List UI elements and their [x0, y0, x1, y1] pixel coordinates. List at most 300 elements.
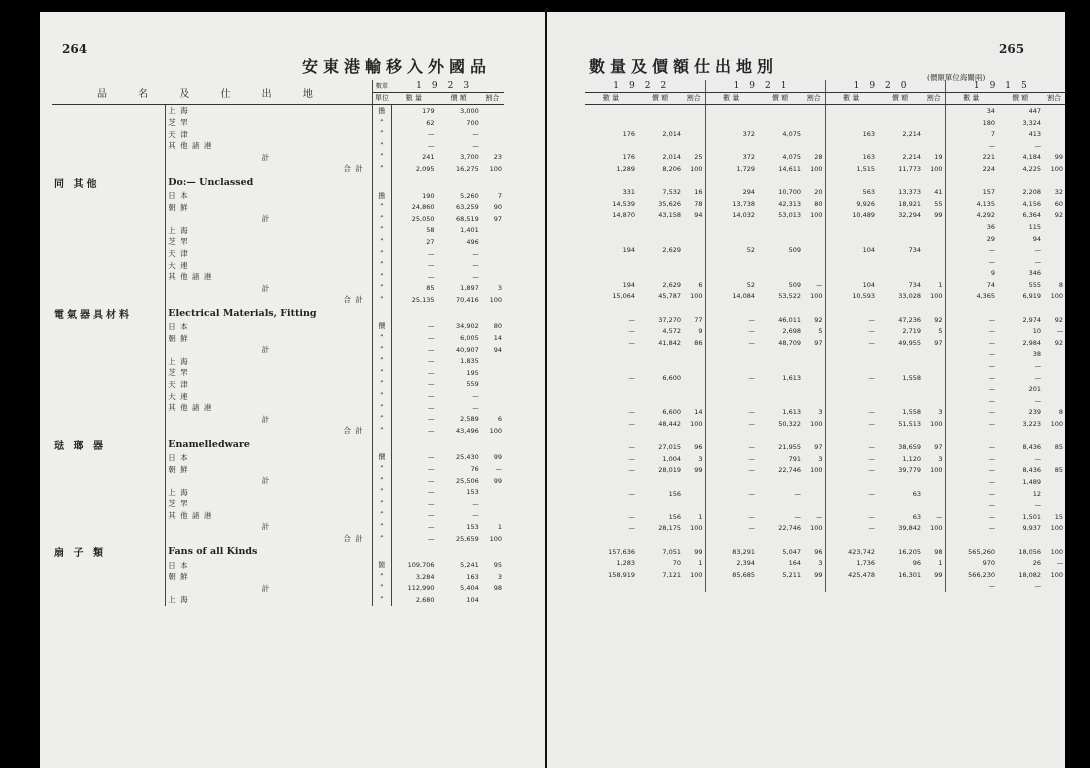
percent-cell — [1043, 488, 1065, 500]
value-cell: — — [1034, 362, 1042, 371]
percent-cell — [923, 233, 945, 245]
quantity-cell: — — [428, 357, 435, 366]
origin-label: 合 計 — [166, 163, 373, 175]
value-cell: 1,401 — [460, 226, 479, 235]
table-row — [52, 402, 504, 414]
percent-cell: 100 — [1050, 292, 1064, 301]
table-row — [52, 163, 504, 175]
category-label: 同 其他 — [52, 175, 166, 190]
quantity-cell: — — [825, 372, 877, 384]
value-cell: 2,214 — [902, 153, 922, 162]
table-row — [585, 581, 1065, 593]
unit-cell: ” — [372, 533, 391, 545]
quantity-cell: — — [945, 314, 997, 326]
table-row — [52, 213, 504, 225]
value-cell — [877, 534, 923, 546]
percent-cell — [1043, 105, 1065, 117]
unit-cell: ” — [372, 355, 391, 367]
value-cell — [877, 268, 923, 280]
category-label — [52, 402, 166, 414]
quantity-cell — [705, 581, 757, 593]
value-cell — [757, 349, 803, 361]
unit-cell: ” — [372, 225, 391, 237]
quantity-cell: 58 — [426, 226, 435, 235]
table-row — [52, 437, 504, 452]
value-cell: 18,921 — [898, 199, 922, 208]
column-header-unit: 單位 — [372, 92, 391, 105]
percent-cell — [923, 476, 945, 488]
percent-cell — [1043, 268, 1065, 280]
category-label — [52, 190, 166, 202]
percent-cell — [923, 383, 945, 395]
percent-cell: 92 — [1054, 338, 1064, 347]
quantity-cell — [585, 105, 637, 117]
percent-cell — [803, 372, 825, 384]
quantity-cell — [391, 544, 436, 559]
table-row — [52, 140, 504, 152]
origin-label: 計 — [166, 413, 373, 425]
percent-cell: 97 — [934, 443, 943, 452]
quantity-cell: 179 — [422, 106, 435, 115]
quantity-cell: — — [945, 325, 997, 337]
table-row — [52, 413, 504, 425]
table-row — [52, 452, 504, 464]
value-cell: 76 — [470, 465, 479, 474]
value-cell: 34,902 — [456, 322, 479, 331]
percent-cell: 100 — [930, 524, 943, 533]
value-cell — [757, 476, 803, 488]
unit-cell — [372, 306, 391, 321]
category-label — [52, 105, 166, 117]
percent-cell — [1043, 221, 1065, 233]
quantity-cell: 2,095 — [415, 164, 435, 173]
category-label — [52, 379, 166, 391]
origin-label: 計 — [166, 583, 373, 595]
value-cell: 48,442 — [658, 420, 681, 429]
category-label — [52, 236, 166, 248]
quantity-cell — [585, 499, 637, 511]
english-label: Enamelledware — [166, 437, 373, 452]
quantity-cell: 52 — [705, 279, 757, 291]
table-row — [52, 559, 504, 571]
percent-cell: 80 — [493, 322, 502, 331]
quantity-cell: 10,593 — [825, 291, 877, 303]
value-cell: 6,919 — [1022, 292, 1042, 301]
quantity-cell: 180 — [945, 117, 997, 129]
quantity-cell — [705, 360, 757, 372]
percent-cell — [1043, 476, 1065, 488]
category-label — [52, 533, 166, 545]
value-cell: 1,004 — [662, 454, 681, 463]
percent-cell: 41 — [934, 188, 943, 197]
value-cell — [637, 476, 683, 488]
origin-label: 上 海 — [166, 225, 373, 237]
percent-cell — [1043, 581, 1065, 593]
quantity-cell: — — [705, 418, 757, 430]
value-cell: 10,700 — [778, 188, 801, 197]
quantity-cell: — — [705, 523, 757, 535]
percent-cell — [803, 383, 825, 395]
category-label — [52, 163, 166, 175]
quantity-cell: — — [705, 465, 757, 477]
value-cell: 9,937 — [1022, 524, 1042, 533]
value-cell: 41,842 — [658, 338, 681, 347]
percent-cell — [683, 395, 705, 407]
origin-label: 計 — [166, 213, 373, 225]
percent-cell — [683, 221, 705, 233]
percent-cell — [803, 268, 825, 280]
quantity-cell: — — [628, 420, 635, 429]
origin-label: 其 他 諸 港 — [166, 402, 373, 414]
percent-cell: 100 — [489, 164, 502, 173]
column-header-percent: 割合 — [923, 92, 945, 105]
percent-cell — [923, 395, 945, 407]
category-label — [52, 117, 166, 129]
percent-cell — [803, 302, 825, 314]
percent-cell — [683, 383, 705, 395]
table-row — [52, 367, 504, 379]
percent-cell — [1043, 302, 1065, 314]
table-row — [52, 236, 504, 248]
category-label — [52, 201, 166, 213]
value-cell — [877, 233, 923, 245]
quantity-cell: — — [945, 453, 997, 465]
quantity-cell — [705, 175, 757, 187]
percent-cell: 6 — [698, 280, 703, 289]
unit-cell: ” — [372, 332, 391, 344]
percent-cell: 95 — [493, 561, 502, 570]
value-cell: 413 — [1028, 130, 1042, 139]
category-label — [52, 259, 166, 271]
value-cell: 39,842 — [898, 524, 922, 533]
value-cell — [877, 105, 923, 117]
quantity-cell: 1,283 — [616, 559, 635, 568]
quantity-cell: 10,489 — [825, 210, 877, 222]
value-cell — [757, 302, 803, 314]
quantity-cell: 294 — [705, 186, 757, 198]
percent-cell — [481, 544, 504, 559]
percent-cell: 92 — [934, 315, 943, 324]
percent-cell: 97 — [814, 338, 823, 347]
percent-cell — [803, 581, 825, 593]
value-cell: 3,000 — [460, 106, 479, 115]
origin-label: 合 計 — [166, 533, 373, 545]
value-cell: 447 — [1028, 106, 1042, 115]
percent-cell: 100 — [489, 426, 502, 435]
quantity-cell: — — [825, 407, 877, 419]
quantity-cell: — — [945, 581, 997, 593]
value-cell: 11,773 — [898, 164, 922, 173]
percent-cell: 3 — [497, 572, 502, 581]
origin-label: 計 — [166, 475, 373, 487]
value-cell: 4,075 — [782, 130, 801, 139]
percent-cell — [803, 349, 825, 361]
percent-cell: 3 — [698, 454, 703, 463]
value-cell: 7,532 — [662, 188, 681, 197]
quantity-cell: — — [428, 488, 435, 497]
table-row — [52, 105, 504, 117]
table-row — [585, 488, 1065, 500]
percent-cell — [1043, 117, 1065, 129]
quantity-cell: — — [628, 327, 635, 336]
table-row — [585, 244, 1065, 256]
category-label — [52, 367, 166, 379]
value-cell: 2,974 — [1022, 315, 1042, 324]
table-row — [585, 140, 1065, 152]
table-row — [585, 557, 1065, 569]
quantity-cell: — — [428, 476, 435, 485]
unit-cell: 擔 — [372, 190, 391, 202]
column-header-value: 價 額 — [997, 92, 1043, 105]
percent-cell — [481, 437, 504, 452]
unit-cell: ” — [372, 521, 391, 533]
quantity-cell: — — [945, 140, 997, 152]
percent-cell: 100 — [810, 420, 823, 429]
quantity-cell — [585, 175, 637, 187]
origin-label: 上 海 — [166, 486, 373, 498]
quantity-cell: — — [628, 466, 635, 475]
percent-cell: 78 — [694, 199, 703, 208]
value-cell — [877, 349, 923, 361]
percent-cell — [1043, 372, 1065, 384]
value-cell: — — [472, 392, 479, 401]
quantity-cell: — — [428, 392, 435, 401]
value-cell: 53,522 — [778, 292, 801, 301]
percent-cell: 15 — [1054, 512, 1064, 521]
quantity-cell: — — [428, 334, 435, 343]
quantity-cell: — — [628, 443, 635, 452]
value-cell — [637, 360, 683, 372]
quantity-cell: 25,050 — [411, 214, 435, 223]
value-cell: 1,489 — [1022, 477, 1042, 486]
value-cell: 1,501 — [1022, 512, 1042, 521]
percent-cell: 16 — [694, 188, 703, 197]
category-label — [52, 225, 166, 237]
percent-cell — [1043, 430, 1065, 442]
value-cell: 156 — [668, 512, 681, 521]
quantity-cell: — — [705, 441, 757, 453]
quantity-cell: 1,729 — [705, 163, 757, 175]
table-row — [52, 390, 504, 402]
percent-cell — [923, 128, 945, 140]
value-cell — [877, 175, 923, 187]
quantity-cell — [945, 175, 997, 187]
percent-cell: — — [816, 280, 823, 289]
unit-cell: 價 — [372, 321, 391, 333]
unit-cell: 箇 — [372, 559, 391, 571]
quantity-cell: — — [628, 512, 635, 521]
percent-cell — [1043, 233, 1065, 245]
quantity-cell: 52 — [705, 244, 757, 256]
percent-cell — [803, 233, 825, 245]
percent-cell — [481, 128, 504, 140]
percent-cell: 99 — [694, 547, 703, 556]
percent-cell — [803, 499, 825, 511]
percent-cell — [683, 476, 705, 488]
percent-cell — [481, 225, 504, 237]
quantity-cell: — — [628, 489, 635, 498]
unit-cell: ” — [372, 510, 391, 522]
percent-cell: 32 — [1054, 188, 1064, 197]
value-cell: 3,223 — [1022, 420, 1042, 429]
value-cell: 734 — [908, 246, 922, 255]
quantity-cell — [705, 302, 757, 314]
percent-cell — [1043, 383, 1065, 395]
value-cell: — — [1034, 396, 1042, 405]
value-cell: 25,430 — [456, 453, 479, 462]
table-row — [585, 337, 1065, 349]
value-cell — [757, 256, 803, 268]
percent-cell — [683, 430, 705, 442]
category-label — [52, 140, 166, 152]
quantity-cell: 14,084 — [705, 291, 757, 303]
value-cell: 509 — [788, 280, 801, 289]
quantity-cell: 157,636 — [608, 547, 635, 556]
value-cell — [637, 430, 683, 442]
page-title: 數量及價額仕出地別 — [589, 57, 779, 76]
quantity-cell: 104 — [825, 244, 877, 256]
percent-cell: 98 — [934, 547, 943, 556]
percent-cell — [803, 395, 825, 407]
category-label — [52, 413, 166, 425]
table-row — [585, 534, 1065, 546]
percent-cell: 92 — [1054, 315, 1064, 324]
percent-cell: 92 — [1054, 211, 1064, 220]
category-label — [52, 463, 166, 475]
value-cell: 1,120 — [902, 454, 922, 463]
value-cell: 22,746 — [778, 524, 801, 533]
value-cell: 4,572 — [662, 327, 681, 336]
percent-cell — [683, 534, 705, 546]
value-cell — [757, 360, 803, 372]
category-label — [52, 152, 166, 164]
year-header: 1915 — [945, 80, 1065, 92]
value-cell: 68,519 — [456, 214, 479, 223]
percent-cell: 14 — [493, 334, 502, 343]
unit-cell: ” — [372, 425, 391, 437]
value-cell — [877, 140, 923, 152]
unit-cell: ” — [372, 413, 391, 425]
quantity-cell: — — [945, 441, 997, 453]
table-row — [585, 175, 1065, 187]
value-cell — [757, 117, 803, 129]
quantity-cell: — — [628, 373, 635, 382]
percent-cell — [1043, 175, 1065, 187]
category-label — [52, 594, 166, 606]
percent-cell — [1043, 349, 1065, 361]
value-cell — [637, 175, 683, 187]
percent-cell: 1 — [698, 512, 703, 521]
quantity-cell — [585, 221, 637, 233]
table-row — [52, 355, 504, 367]
origin-label: 芝 罘 — [166, 367, 373, 379]
quantity-cell: 331 — [622, 188, 635, 197]
quantity-cell — [705, 499, 757, 511]
quantity-cell: 15,064 — [612, 292, 635, 301]
value-cell: 346 — [1028, 269, 1042, 278]
quantity-cell: 163 — [825, 128, 877, 140]
quantity-cell: — — [825, 465, 877, 477]
value-cell — [757, 430, 803, 442]
quantity-cell: 970 — [945, 557, 997, 569]
table-row — [52, 425, 504, 437]
percent-cell — [1043, 140, 1065, 152]
origin-label: 大 連 — [166, 259, 373, 271]
quantity-cell: 194 — [622, 246, 635, 255]
unit-cell: ” — [372, 283, 391, 295]
value-cell: 40,907 — [456, 345, 479, 354]
table-row — [585, 279, 1065, 291]
quantity-cell — [585, 395, 637, 407]
quantity-cell — [825, 175, 877, 187]
percent-cell: 1 — [497, 522, 502, 531]
percent-cell: — — [816, 512, 823, 521]
table-row — [585, 221, 1065, 233]
quantity-cell — [585, 140, 637, 152]
quantity-cell: — — [705, 314, 757, 326]
column-header-unit-top: 數單 — [372, 80, 391, 92]
percent-cell: 99 — [934, 211, 943, 220]
table-row — [585, 291, 1065, 303]
table-row — [585, 268, 1065, 280]
table-row — [52, 583, 504, 595]
quantity-cell: — — [428, 261, 435, 270]
quantity-cell: — — [945, 256, 997, 268]
percent-cell: 86 — [694, 338, 703, 347]
table-row — [585, 233, 1065, 245]
unit-cell: ” — [372, 140, 391, 152]
quantity-cell: — — [428, 380, 435, 389]
value-cell: — — [1034, 582, 1042, 591]
english-label: Electrical Materials, Fitting — [166, 306, 373, 321]
percent-cell — [481, 594, 504, 606]
table-row — [585, 198, 1065, 210]
table-row — [52, 344, 504, 356]
percent-cell — [481, 306, 504, 321]
quantity-cell: — — [825, 418, 877, 430]
origin-label: 上 海 — [166, 594, 373, 606]
percent-cell — [683, 488, 705, 500]
value-cell: — — [472, 272, 479, 281]
value-cell — [437, 544, 481, 559]
percent-cell: 28 — [814, 153, 823, 162]
value-cell: 4,075 — [782, 153, 801, 162]
percent-cell — [683, 244, 705, 256]
value-cell: 4,225 — [1022, 164, 1042, 173]
quantity-cell: 25,135 — [411, 295, 435, 304]
table-row — [52, 248, 504, 260]
quantity-cell: 565,260 — [945, 546, 997, 558]
value-cell: 18,056 — [1018, 547, 1042, 556]
percent-cell — [803, 244, 825, 256]
percent-cell: 100 — [930, 420, 943, 429]
quantity-cell: — — [428, 345, 435, 354]
quantity-cell: 176 — [622, 130, 635, 139]
quantity-cell — [945, 534, 997, 546]
table-row — [585, 476, 1065, 488]
value-cell: 26 — [1032, 559, 1042, 568]
value-cell: — — [794, 512, 801, 521]
quantity-cell — [585, 430, 637, 442]
percent-cell — [683, 360, 705, 372]
value-cell — [757, 175, 803, 187]
percent-cell — [481, 248, 504, 260]
percent-cell — [481, 140, 504, 152]
value-cell: 28,019 — [658, 466, 681, 475]
percent-cell — [803, 105, 825, 117]
column-header-value: 價 額 — [637, 92, 683, 105]
percent-cell — [1043, 395, 1065, 407]
